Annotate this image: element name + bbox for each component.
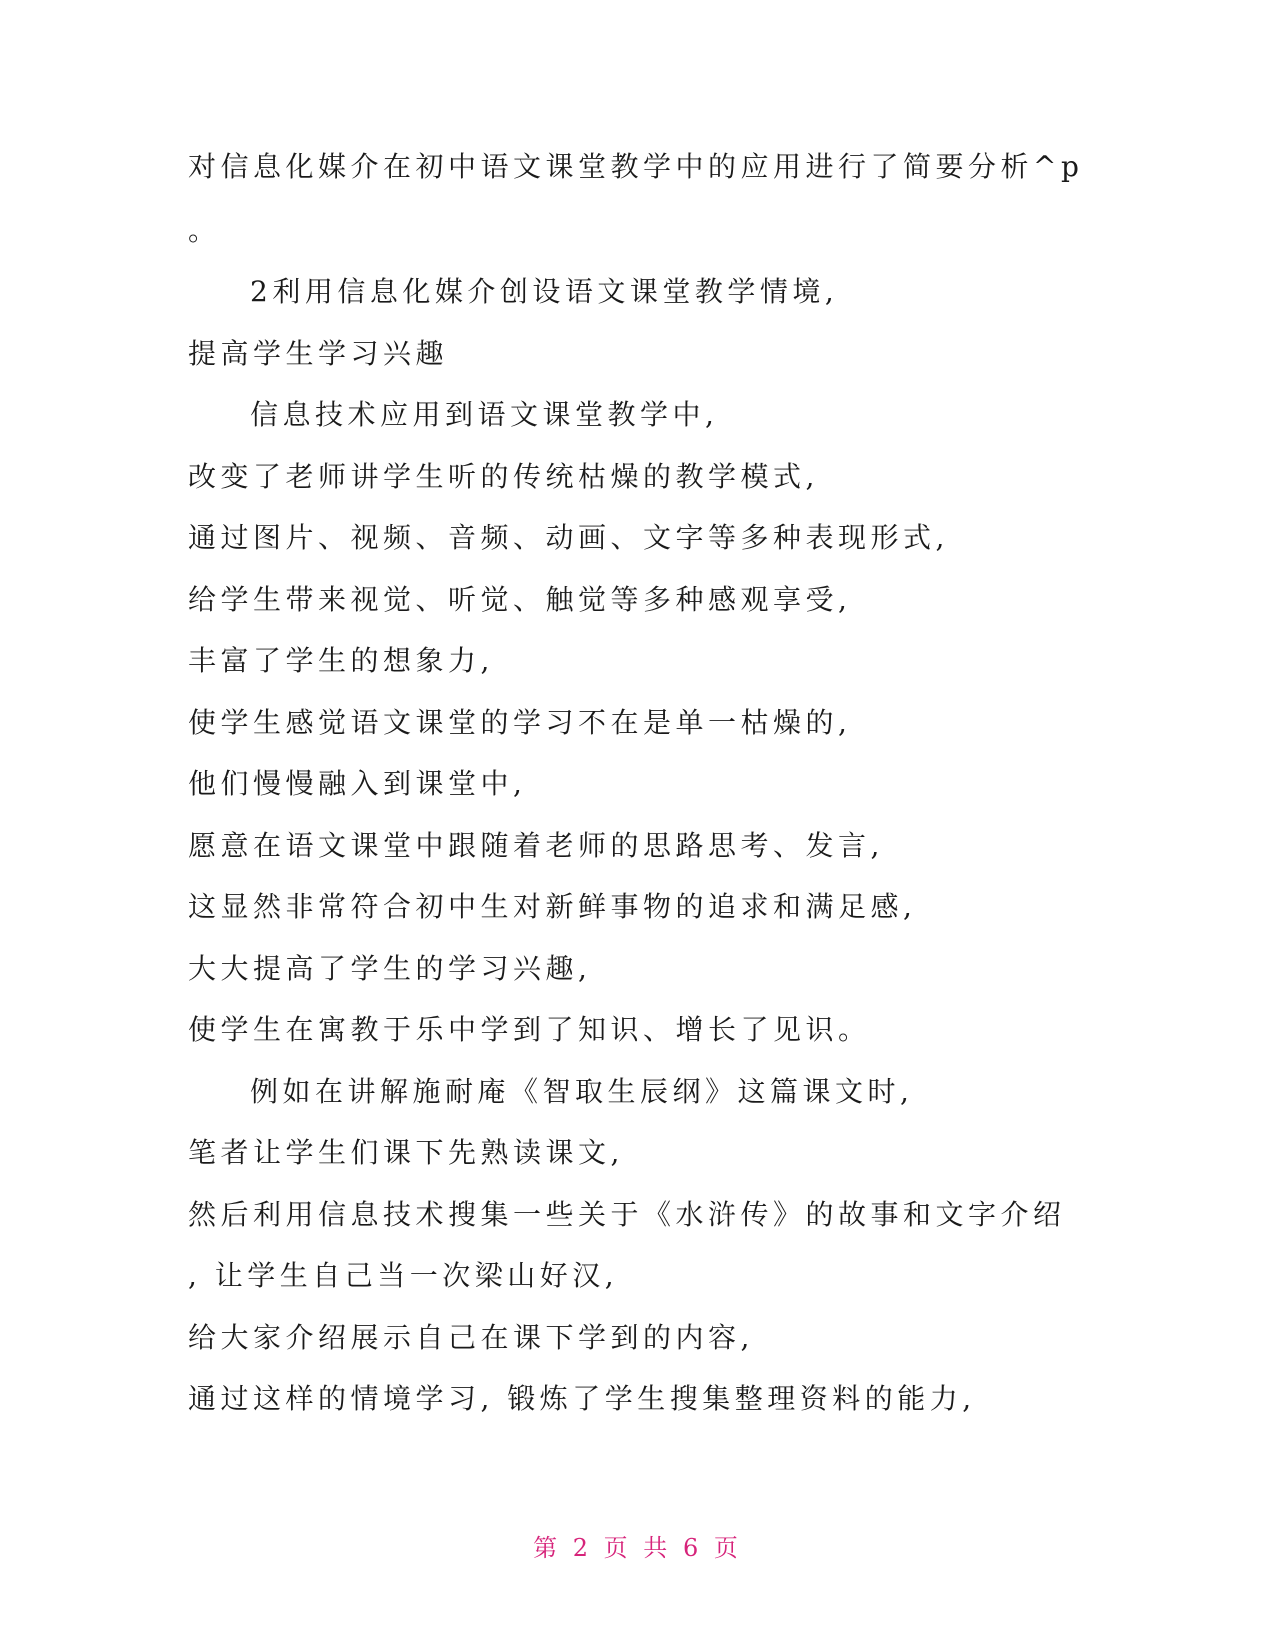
text-line: 使学生感觉语文课堂的学习不在是单一枯燥的, [188,706,852,739]
text-line: 这显然非常符合初中生对新鲜事物的追求和满足感, [188,890,917,923]
text-line: , 让学生自己当一次梁山好汉, [188,1259,619,1292]
text-line: 使学生在寓教于乐中学到了知识、增长了见识。 [188,1013,871,1046]
text-line: 给学生带来视觉、听觉、触觉等多种感观享受, [188,583,852,616]
text-line: 。 [188,214,221,247]
text-line: 通过图片、视频、音频、动画、文字等多种表现形式, [188,521,949,554]
text-line: 提高学生学习兴趣 [188,337,449,370]
text-line: 丰富了学生的想象力, [188,644,494,677]
text-line: 2利用信息化媒介创设语文课堂教学情境, [250,275,839,308]
text-line: 对信息化媒介在初中语文课堂教学中的应用进行了简要分析^p [188,150,1084,183]
page-number-footer: 第 2 页 共 6 页 [533,1534,742,1562]
text-line: 他们慢慢融入到课堂中, [188,767,527,800]
text-line: 大大提高了学生的学习兴趣, [188,952,592,985]
text-line: 笔者让学生们课下先熟读课文, [188,1136,624,1169]
text-line: 给大家介绍展示自己在课下学到的内容, [188,1321,754,1354]
text-line: 通过这样的情境学习, 锻炼了学生搜集整理资料的能力, [188,1382,976,1415]
text-line: 改变了老师讲学生听的传统枯燥的教学模式, [188,460,819,493]
text-line: 然后利用信息技术搜集一些关于《水浒传》的故事和文字介绍 [188,1198,1066,1231]
text-line: 愿意在语文课堂中跟随着老师的思路思考、发言, [188,829,884,862]
text-line: 例如在讲解施耐庵《智取生辰纲》这篇课文时, [250,1075,914,1108]
text-line: 信息技术应用到语文课堂教学中, [250,398,719,431]
